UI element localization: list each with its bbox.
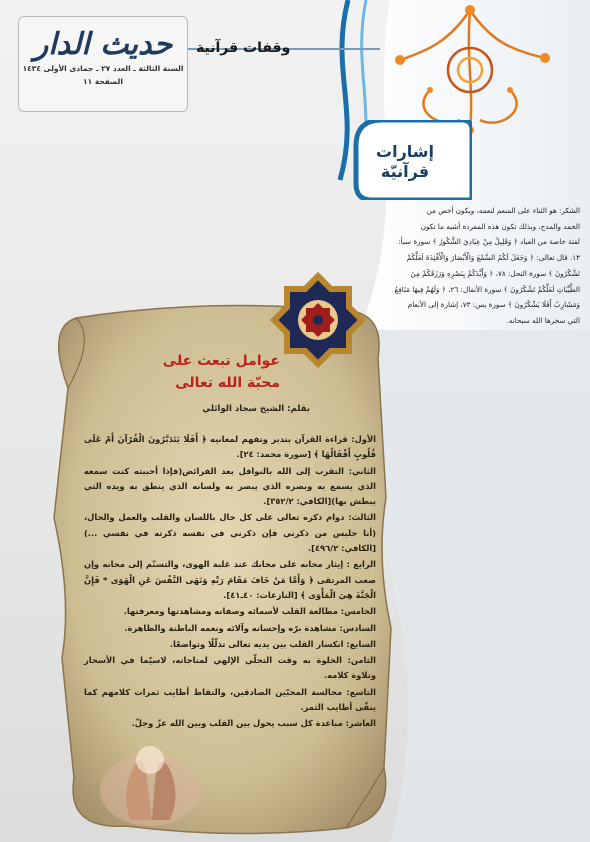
article-title xyxy=(120,350,280,394)
intro-line: الحمد والمدح، وبذلك تكون هذه المفردة أشبه ما تكون xyxy=(420,221,580,231)
article-paragraph: الثامن: الخلوة به وقت التجلّي الإلهي لمناجاته، لاسيّما في الأسحار وتلاوة كلامه. xyxy=(84,655,376,681)
intro-line: تَشْكُرُونَ ﴾ سورة النحل: ٧٨، ﴿ وَأَيَّدَكُمْ بِنَصْرِهِ وَرَزَقَكُمْ مِنَ xyxy=(410,268,580,278)
article-title-line1: عوامل تبعث على xyxy=(162,353,280,369)
praying-hands-image xyxy=(90,720,210,830)
article-title-line2: محبّة الله تعالى xyxy=(175,375,280,391)
sidebar-title-line2: قرآنيّة xyxy=(380,162,430,181)
intro-line: لفتة خاصة من العباد ﴿ وَقَلِيلٌ مِنْ عِبَادِيَ الشَّكُورُ ﴾ سورة سبأ: xyxy=(398,237,580,247)
intro-paragraph xyxy=(392,203,580,329)
magazine-masthead xyxy=(18,16,188,112)
article-paragraph: السادس: مشاهدة برّه وإحسانه وآلائه ونعمه الباطنة والظاهرة. xyxy=(124,622,376,633)
sidebar-title-line1: إشارات xyxy=(376,142,434,161)
intro-line: ١٣. قال تعالى: ﴿ وَجَعَلَ لَكُمُ السَّمْعَ وَالْأَبْصَارَ وَالْأَفْئِدَةَ لَعَلَّكُمْ xyxy=(406,253,580,263)
article-paragraph: الرابع : إيثار محابه على محابك عند غلبة الهوى، والتسنّم إلى محابه وإن صعب المرتقى ﴿ وَأَمَّا مَنْ خَافَ مَقَامَ رَبِّهِ وَنَهَى النَّفْسَ عَنِ الْهَوَى * فَإِنَّ الْجَنَّةَ هِيَ الْمَأْوَى ﴾ [النازعات: ٤٠ـ٤١]. xyxy=(84,559,376,600)
article-byline: بقلم: الشيخ سجاد الوائلي xyxy=(202,404,310,414)
intro-line: الشكر: هو الثناء على المنعم لنعمه، ويكون أخص من xyxy=(426,206,580,215)
article-body xyxy=(84,432,376,733)
intro-line: وَمَشَارِبُ أَفَلَا يَشْكُرُونَ ﴾ سورة يس: ٧٣، إشارة إلى الأنعام xyxy=(407,300,580,310)
intro-line: التي سخرها الله سبحانه. xyxy=(506,315,580,325)
page-number: الصفحة ١١ xyxy=(83,77,123,86)
issue-line: السنة الثالثة ـ العدد ٢٧ ـ جمادى الأولى ١٤٣٤ xyxy=(22,64,184,73)
section-label: وقفات قرآنية xyxy=(196,40,291,56)
magazine-logo: حديث الدار xyxy=(33,27,173,62)
title-tab-shape xyxy=(352,120,472,200)
article-paragraph: الثالث: دوام ذكره تعالى على كل حال باللسان والقلب والعمل والحال،(أنا جليس من ذكرني فإن ذكرني في نفسه ذكرته في نفسي ...)[الكافي: ٤٩٦/٢]. xyxy=(84,512,376,554)
article-paragraph: السابع: انكسار القلب بين يديه تعالى تذلّلًا وتواضعًا. xyxy=(169,638,376,649)
article-paragraph: الخامس: مطالعة القلب لأسمائه وصفاته ومشاهدتها ومعرفتها. xyxy=(123,606,376,617)
article-paragraph: التاسع: مجالسة المحبّين الصادقين، والتقاط أطايب ثمرات كلامهم كما ينقّى أطايب الثمر. xyxy=(84,686,376,713)
intro-line: الطَّيِّبَاتِ لَعَلَّكُمْ تَشْكُرُونَ ﴾ سورة الأنفال: ٢٦، ﴿ وَلَهُمْ فِيهَا مَنَافِعُ xyxy=(394,284,580,294)
star-medallion xyxy=(268,270,368,370)
article-paragraph: العاشر: مباعدة كل سبب يحول بين القلب وبين الله عزّ وجلّ. xyxy=(131,718,376,729)
article-paragraph: الأول: قراءة القرآن بتدبر وتفهم لمعانيه ﴿ أَفَلَا يَتَدَبَّرُونَ الْقُرْآنَ أَمْ عَلَى قُلُوبٍ أَقْفَالُهَا ﴾ [سورة محمد: ٢٤]. xyxy=(84,434,376,460)
article-paragraph: الثاني: التقرب إلى الله بالنوافل بعد الفرائض(فإذا أحببته كنت سمعه الذي يسمع به وبصره الذي يبصر به ولسانه الذي ينطق به ويده التي يبطش بها)[الكافي: ٣٥٢/٢]. xyxy=(84,465,376,507)
